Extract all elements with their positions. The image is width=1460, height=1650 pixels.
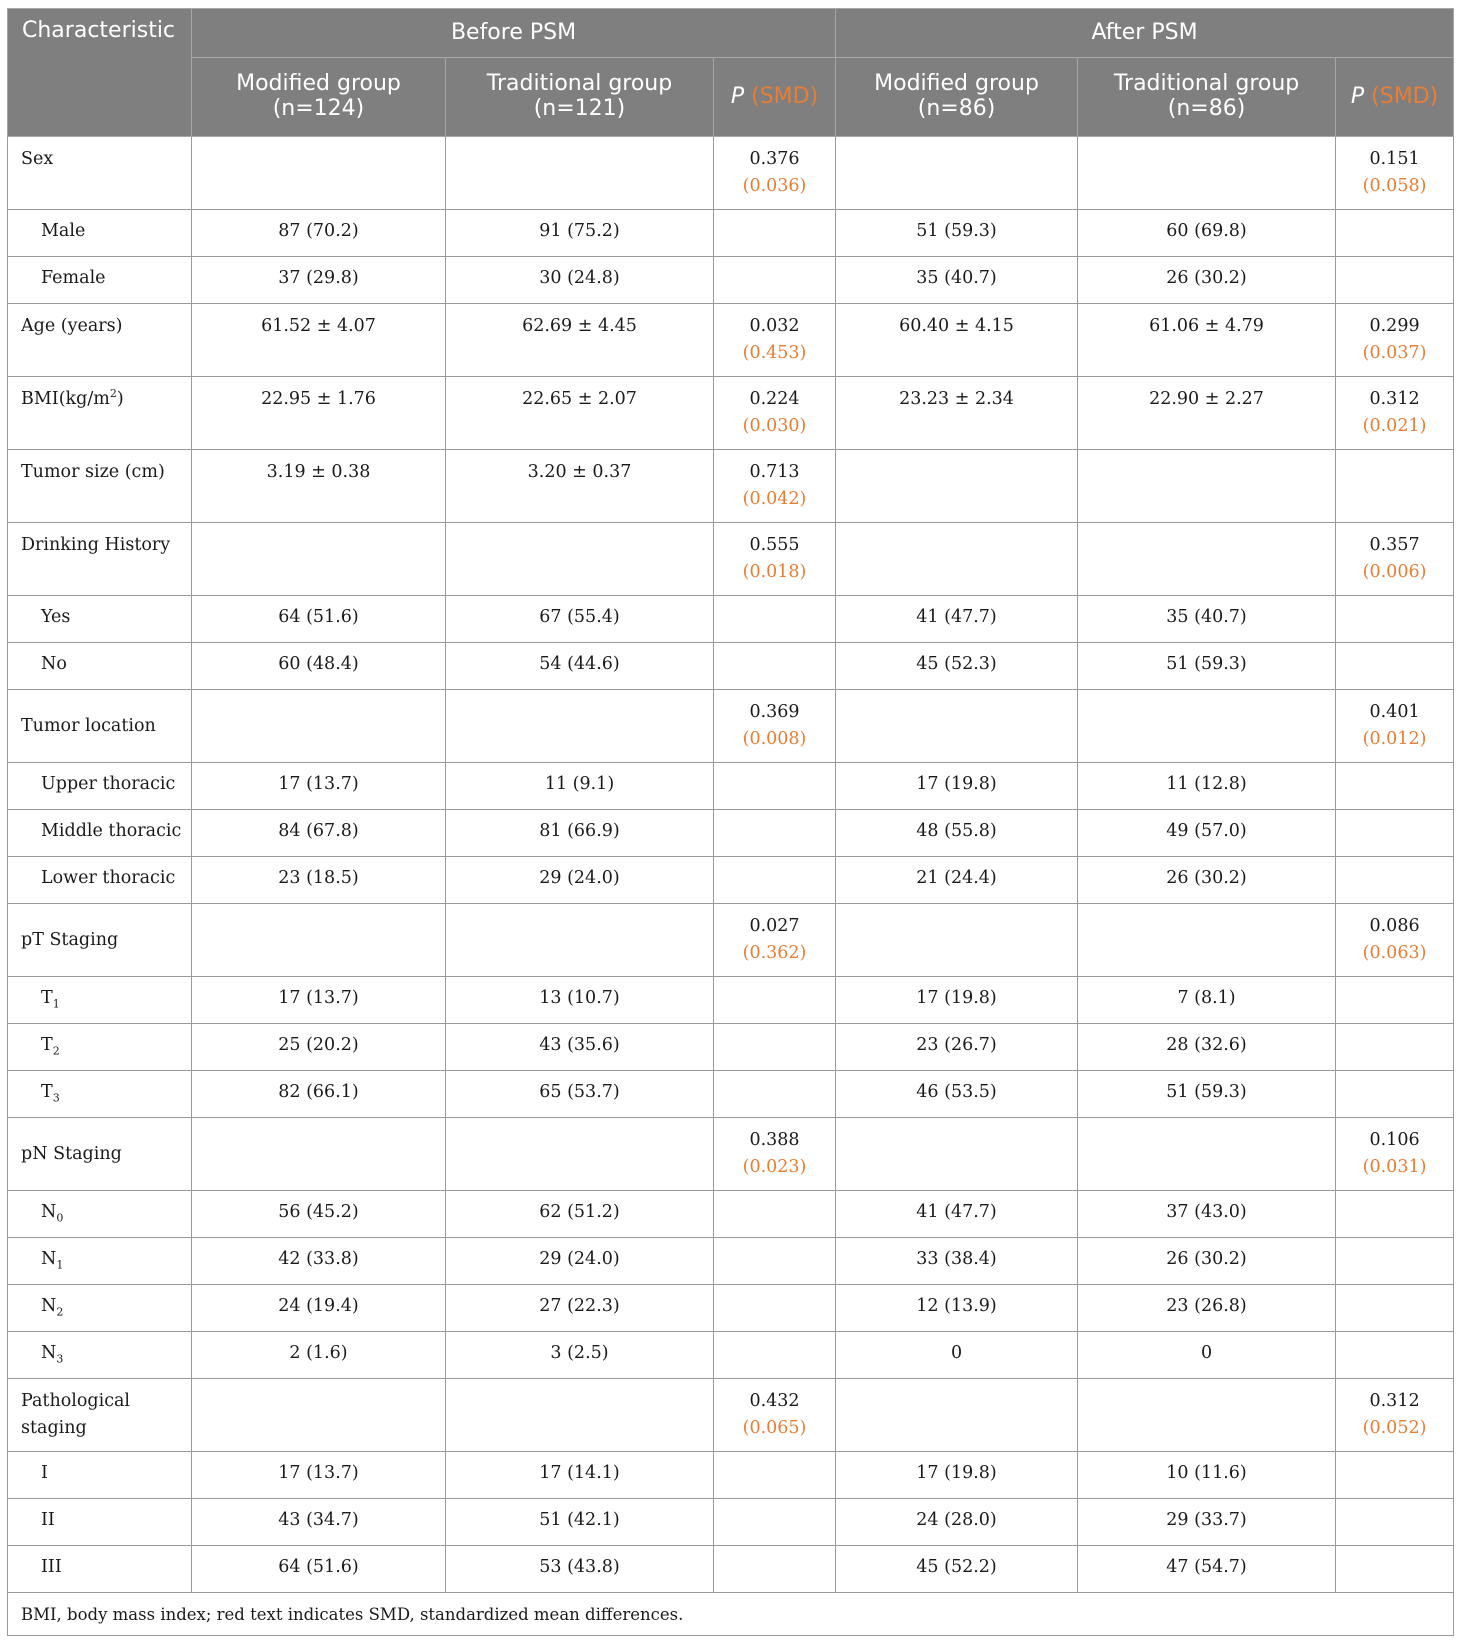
header-p-smd-after (1336, 58, 1454, 137)
table-cell: 37 (43.0) (1078, 1191, 1336, 1238)
table-cell (714, 857, 836, 904)
table-cell (714, 377, 836, 450)
table-cell: 11 (9.1) (446, 763, 714, 810)
table-row (8, 857, 1454, 904)
table-cell: 3.20 ± 0.37 (446, 450, 714, 523)
table-cell (8, 1379, 192, 1452)
table-row (8, 1332, 1454, 1379)
table-row (8, 904, 1454, 977)
smd-value: (SMD) (751, 83, 819, 109)
table-cell: 41 (47.7) (836, 1191, 1078, 1238)
table-cell (714, 210, 836, 257)
table-cell: 23 (18.5) (192, 857, 446, 904)
table-cell (1336, 1118, 1454, 1191)
table-cell: 30 (24.8) (446, 257, 714, 304)
cell-text: 0.555 (749, 535, 800, 555)
table-cell: Yes (8, 596, 192, 643)
table-cell (714, 1024, 836, 1071)
table-cell (1336, 1332, 1454, 1379)
table-cell: 27 (22.3) (446, 1285, 714, 1332)
table-cell: 87 (70.2) (192, 210, 446, 257)
header-after-psm: After PSM (836, 9, 1454, 58)
table-row (8, 377, 1454, 450)
table-cell: 17 (19.8) (836, 1452, 1078, 1499)
table-cell (714, 1546, 836, 1593)
table-cell (1336, 643, 1454, 690)
table-cell (1336, 1071, 1454, 1118)
cell-text: staging (21, 1418, 87, 1438)
table-cell: 64 (51.6) (192, 596, 446, 643)
table-cell: 17 (13.7) (192, 1452, 446, 1499)
table-row (8, 1024, 1454, 1071)
table-cell: 26 (30.2) (1078, 1238, 1336, 1285)
table-cell: pN Staging (8, 1118, 192, 1191)
table-cell: 46 (53.5) (836, 1071, 1078, 1118)
table-cell: 45 (52.3) (836, 643, 1078, 690)
table-cell (1078, 523, 1336, 596)
table-cell (714, 690, 836, 763)
table-footnote (8, 1593, 1454, 1636)
header-modified-before (192, 58, 446, 137)
table-cell (836, 904, 1078, 977)
table-row (8, 977, 1454, 1024)
table-cell: Female (8, 257, 192, 304)
table-cell (714, 1379, 836, 1452)
table-cell: 17 (13.7) (192, 977, 446, 1024)
cell-text: 0.106 (1369, 1130, 1420, 1150)
table-cell: 61.52 ± 4.07 (192, 304, 446, 377)
cell-text: 2 (109, 387, 117, 401)
table-cell: 7 (8.1) (1078, 977, 1336, 1024)
table-cell (192, 1118, 446, 1191)
smd-value: (0.063) (1362, 943, 1427, 963)
table-cell: 22.95 ± 1.76 (192, 377, 446, 450)
cell-text: 2 (56, 1305, 64, 1319)
table-cell: Tumor size (cm) (8, 450, 192, 523)
table-cell: 43 (34.7) (192, 1499, 446, 1546)
table-row (8, 1499, 1454, 1546)
header-traditional-before (446, 58, 714, 137)
table-cell (1336, 977, 1454, 1024)
cell-text: (n=86) (1167, 96, 1246, 121)
table-cell (1336, 137, 1454, 210)
table-cell (836, 137, 1078, 210)
table-cell (1336, 304, 1454, 377)
smd-value: (0.023) (742, 1157, 807, 1177)
smd-value: (SMD) (1371, 83, 1439, 109)
table-cell: No (8, 643, 192, 690)
table-cell (714, 596, 836, 643)
table-cell: 62.69 ± 4.45 (446, 304, 714, 377)
table-cell (1336, 1499, 1454, 1546)
table-cell: 53 (43.8) (446, 1546, 714, 1593)
table-cell (714, 643, 836, 690)
table-cell: 25 (20.2) (192, 1024, 446, 1071)
smd-value: (0.018) (742, 562, 807, 582)
cell-text: 0.027 (749, 916, 800, 936)
table-cell: 17 (14.1) (446, 1452, 714, 1499)
table-cell: II (8, 1499, 192, 1546)
table-cell (1078, 690, 1336, 763)
table-cell (446, 137, 714, 210)
table-row (8, 690, 1454, 763)
table-row (8, 810, 1454, 857)
table-cell (714, 1191, 836, 1238)
table-row (8, 1546, 1454, 1593)
table-cell (446, 523, 714, 596)
table-row (8, 210, 1454, 257)
cell-text: 3 (52, 1091, 60, 1105)
table-cell: 17 (13.7) (192, 763, 446, 810)
cell-text: Pathological (21, 1391, 131, 1411)
smd-value: (0.030) (742, 416, 807, 436)
cell-text: P (730, 83, 745, 109)
table-cell (192, 137, 446, 210)
table-cell (1078, 1118, 1336, 1191)
table-cell: 67 (55.4) (446, 596, 714, 643)
table-cell (8, 977, 192, 1024)
table-cell: 61.06 ± 4.79 (1078, 304, 1336, 377)
cell-text: 0.032 (749, 316, 800, 336)
table-cell (1336, 857, 1454, 904)
cell-text: 0.401 (1369, 702, 1420, 722)
table-cell: 24 (28.0) (836, 1499, 1078, 1546)
table-cell (714, 1332, 836, 1379)
table-cell: 29 (33.7) (1078, 1499, 1336, 1546)
table-cell (446, 1379, 714, 1452)
smd-value: (0.065) (742, 1418, 807, 1438)
header-modified-after (836, 58, 1078, 137)
header-p-smd-before (714, 58, 836, 137)
table-cell: 43 (35.6) (446, 1024, 714, 1071)
table-cell (714, 450, 836, 523)
table-row (8, 1071, 1454, 1118)
table-cell: 84 (67.8) (192, 810, 446, 857)
table-cell: 10 (11.6) (1078, 1452, 1336, 1499)
table-cell (192, 523, 446, 596)
table-cell (714, 810, 836, 857)
table-cell: BMI, body mass index; red text indicates SMD, standardized mean differences. (8, 1593, 1454, 1636)
table-cell: I (8, 1452, 192, 1499)
table-row (8, 450, 1454, 523)
table-row (8, 1238, 1454, 1285)
cell-text: 3 (56, 1352, 64, 1366)
table-cell: 35 (40.7) (836, 257, 1078, 304)
table-cell (714, 763, 836, 810)
table-cell: 23 (26.7) (836, 1024, 1078, 1071)
table-cell: 45 (52.2) (836, 1546, 1078, 1593)
cell-text: Modified group (874, 71, 1039, 97)
table-cell: 17 (19.8) (836, 763, 1078, 810)
smd-value: (0.058) (1362, 176, 1427, 196)
cell-text: 0.376 (749, 149, 800, 169)
smd-value: (0.036) (742, 176, 807, 196)
table-cell: Tumor location (8, 690, 192, 763)
table-cell (446, 1118, 714, 1191)
table-cell: Upper thoracic (8, 763, 192, 810)
cell-text: 2 (52, 1044, 60, 1058)
baseline-characteristics-table (7, 8, 1454, 1636)
table-row (8, 643, 1454, 690)
cell-text: (n=121) (533, 96, 626, 121)
table-row (8, 1285, 1454, 1332)
table-cell (1336, 1285, 1454, 1332)
table-cell (714, 137, 836, 210)
table-cell (836, 690, 1078, 763)
cell-text: 0.357 (1369, 535, 1420, 555)
table-cell: 42 (33.8) (192, 1238, 446, 1285)
table-cell: 82 (66.1) (192, 1071, 446, 1118)
table-cell (1336, 210, 1454, 257)
table-cell: 33 (38.4) (836, 1238, 1078, 1285)
table-cell: 51 (59.3) (1078, 643, 1336, 690)
cell-text: 0.312 (1369, 389, 1420, 409)
table-row (8, 257, 1454, 304)
table-cell: pT Staging (8, 904, 192, 977)
table-cell: 22.65 ± 2.07 (446, 377, 714, 450)
table-row (8, 1379, 1454, 1452)
table-cell (1078, 1379, 1336, 1452)
table-cell (446, 904, 714, 977)
table-cell (836, 1118, 1078, 1191)
table-cell (192, 690, 446, 763)
table-cell (1336, 1238, 1454, 1285)
table-cell: 56 (45.2) (192, 1191, 446, 1238)
table-cell (714, 977, 836, 1024)
table-cell: 28 (32.6) (1078, 1024, 1336, 1071)
smd-value: (0.362) (742, 943, 807, 963)
header-characteristic: Characteristic (8, 9, 192, 137)
cell-text: 0.369 (749, 702, 800, 722)
table-cell: 51 (59.3) (836, 210, 1078, 257)
table-cell (1336, 1452, 1454, 1499)
table-cell: Male (8, 210, 192, 257)
table-cell: 35 (40.7) (1078, 596, 1336, 643)
table-row (8, 137, 1454, 210)
table-cell: 12 (13.9) (836, 1285, 1078, 1332)
table-cell: 17 (19.8) (836, 977, 1078, 1024)
cell-text: N (41, 1202, 57, 1222)
table-cell: 2 (1.6) (192, 1332, 446, 1379)
cell-text: 0 (56, 1211, 64, 1225)
table-cell (192, 904, 446, 977)
table-cell (1336, 596, 1454, 643)
table-cell (714, 904, 836, 977)
smd-value: (0.006) (1362, 562, 1427, 582)
table-cell (1336, 1546, 1454, 1593)
cell-text: 0.086 (1369, 916, 1420, 936)
table-cell (714, 523, 836, 596)
cell-text: N (41, 1343, 57, 1363)
table-cell: Lower thoracic (8, 857, 192, 904)
table-cell (1336, 257, 1454, 304)
cell-text: Traditional group (1113, 71, 1300, 97)
table-cell (714, 1499, 836, 1546)
table-cell (8, 377, 192, 450)
table-cell: Drinking History (8, 523, 192, 596)
table-cell: 51 (59.3) (1078, 1071, 1336, 1118)
cell-text: P (1350, 83, 1365, 109)
table-cell: 3.19 ± 0.38 (192, 450, 446, 523)
table-cell: Middle thoracic (8, 810, 192, 857)
cell-text: 0.151 (1369, 149, 1420, 169)
table-cell: 41 (47.7) (836, 596, 1078, 643)
table-cell (192, 1379, 446, 1452)
table-cell (1078, 137, 1336, 210)
table-cell (8, 1238, 192, 1285)
table-cell: 26 (30.2) (1078, 857, 1336, 904)
table-cell (446, 690, 714, 763)
table-cell (714, 1452, 836, 1499)
table-cell (836, 523, 1078, 596)
table-cell: 26 (30.2) (1078, 257, 1336, 304)
table-cell (1336, 1024, 1454, 1071)
cell-text: BMI(kg/m (21, 389, 110, 409)
table-cell: 0 (1078, 1332, 1336, 1379)
cell-text: T (41, 1082, 53, 1102)
table-cell (1336, 690, 1454, 763)
table-cell (714, 1118, 836, 1191)
smd-value: (0.037) (1362, 343, 1427, 363)
table-cell: 37 (29.8) (192, 257, 446, 304)
table-cell: 24 (19.4) (192, 1285, 446, 1332)
table-cell (1336, 1191, 1454, 1238)
cell-text: 0.388 (749, 1130, 800, 1150)
table-cell (714, 257, 836, 304)
table-row (8, 763, 1454, 810)
table-cell: 21 (24.4) (836, 857, 1078, 904)
table-cell (714, 1285, 836, 1332)
table-cell: 48 (55.8) (836, 810, 1078, 857)
table-cell (714, 1238, 836, 1285)
smd-value: (0.042) (742, 489, 807, 509)
table-cell (714, 304, 836, 377)
header-before-psm: Before PSM (192, 9, 836, 58)
table-cell: 62 (51.2) (446, 1191, 714, 1238)
header-traditional-after (1078, 58, 1336, 137)
table-cell: 54 (44.6) (446, 643, 714, 690)
smd-value: (0.031) (1362, 1157, 1427, 1177)
table-cell: 60 (69.8) (1078, 210, 1336, 257)
table-cell: III (8, 1546, 192, 1593)
cell-text: N (41, 1249, 57, 1269)
table-cell: 23 (26.8) (1078, 1285, 1336, 1332)
cell-text: T (41, 988, 53, 1008)
table-row (8, 304, 1454, 377)
cell-text: 0.299 (1369, 316, 1420, 336)
table-row (8, 1118, 1454, 1191)
table-row (8, 1452, 1454, 1499)
table-cell (8, 1332, 192, 1379)
smd-value: (0.012) (1362, 729, 1427, 749)
table-cell: Sex (8, 137, 192, 210)
table-row (8, 523, 1454, 596)
table-cell: 91 (75.2) (446, 210, 714, 257)
table-cell: 3 (2.5) (446, 1332, 714, 1379)
smd-value: (0.453) (742, 343, 807, 363)
cell-text: (n=86) (917, 96, 996, 121)
table-cell: 51 (42.1) (446, 1499, 714, 1546)
cell-text: 0.312 (1369, 1391, 1420, 1411)
table-cell: 0 (836, 1332, 1078, 1379)
cell-text: 1 (52, 997, 60, 1011)
table-cell (836, 1379, 1078, 1452)
smd-value: (0.052) (1362, 1418, 1427, 1438)
cell-text: Traditional group (486, 71, 673, 97)
table-cell: Age (years) (8, 304, 192, 377)
table-cell (1336, 450, 1454, 523)
table-row (8, 1191, 1454, 1238)
cell-text: (n=124) (272, 96, 365, 121)
table-row (8, 596, 1454, 643)
table-cell (714, 1071, 836, 1118)
table-cell (1336, 1379, 1454, 1452)
table-cell (8, 1024, 192, 1071)
cell-text: 0.713 (749, 462, 800, 482)
table-cell (1336, 377, 1454, 450)
cell-text: Modified group (236, 71, 401, 97)
table-cell: 29 (24.0) (446, 857, 714, 904)
smd-value: (0.008) (742, 729, 807, 749)
table-cell: 49 (57.0) (1078, 810, 1336, 857)
cell-text: 0.432 (749, 1391, 800, 1411)
table-cell: 11 (12.8) (1078, 763, 1336, 810)
table-cell: 81 (66.9) (446, 810, 714, 857)
table-cell (1336, 904, 1454, 977)
table-cell: 13 (10.7) (446, 977, 714, 1024)
table-cell: 23.23 ± 2.34 (836, 377, 1078, 450)
table-cell: 60 (48.4) (192, 643, 446, 690)
table-cell (8, 1191, 192, 1238)
table-cell: 60.40 ± 4.15 (836, 304, 1078, 377)
cell-text: ) (116, 389, 124, 409)
table-cell (1336, 763, 1454, 810)
table-cell (1078, 450, 1336, 523)
table-cell (1336, 523, 1454, 596)
table-cell: 29 (24.0) (446, 1238, 714, 1285)
cell-text: N (41, 1296, 57, 1316)
smd-value: (0.021) (1362, 416, 1427, 436)
table-cell: 47 (54.7) (1078, 1546, 1336, 1593)
table-cell (1078, 904, 1336, 977)
cell-text: 1 (56, 1258, 64, 1272)
table-cell (1336, 810, 1454, 857)
table-cell: 64 (51.6) (192, 1546, 446, 1593)
table-cell (836, 450, 1078, 523)
table-cell (8, 1285, 192, 1332)
cell-text: 0.224 (749, 389, 800, 409)
cell-text: T (41, 1035, 53, 1055)
table-cell: 22.90 ± 2.27 (1078, 377, 1336, 450)
table-cell (8, 1071, 192, 1118)
table-cell: 65 (53.7) (446, 1071, 714, 1118)
